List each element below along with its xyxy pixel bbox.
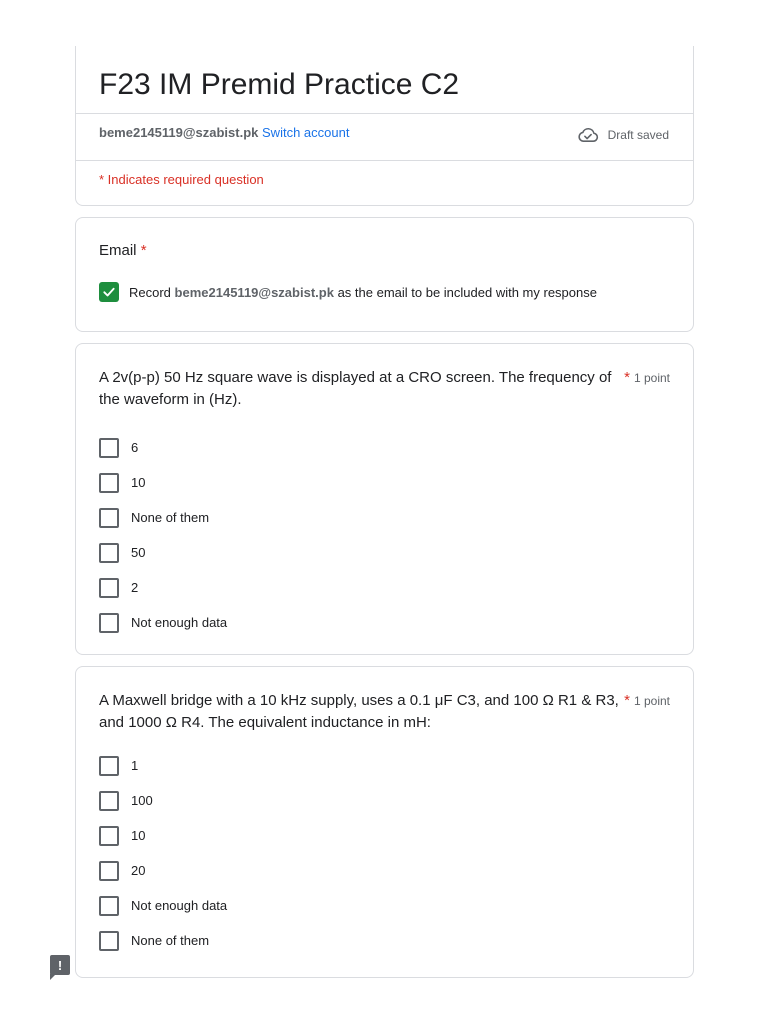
header-divider [76, 113, 693, 114]
email-label-text: Email [99, 242, 137, 259]
checkbox[interactable] [99, 543, 119, 563]
question-card [75, 666, 694, 978]
question-text: A 2v(p-p) 50 Hz square wave is displayed at a CRO screen. The frequency of the waveform in (Hz). [99, 369, 612, 408]
cloud-done-icon [577, 127, 599, 143]
checkbox[interactable] [99, 861, 119, 881]
account-row [99, 124, 349, 142]
option-label: 2 [131, 580, 139, 595]
required-marker: * [624, 692, 630, 709]
checkbox-option[interactable] [99, 783, 227, 818]
checkbox[interactable] [99, 896, 119, 916]
options-list [99, 748, 227, 958]
checkbox-option[interactable] [99, 535, 227, 570]
header-divider [76, 160, 693, 161]
checkbox[interactable] [99, 756, 119, 776]
checkbox-option[interactable] [99, 570, 227, 605]
required-note: * Indicates required question [99, 172, 264, 187]
checkbox-option[interactable] [99, 853, 227, 888]
checkbox[interactable] [99, 613, 119, 633]
email-card [75, 217, 694, 332]
report-glyph: ! [57, 957, 63, 973]
option-label: None of them [131, 510, 210, 525]
checkbox-option[interactable] [99, 923, 227, 958]
options-list [99, 430, 227, 640]
checkbox-option[interactable] [99, 888, 227, 923]
checkbox[interactable] [99, 508, 119, 528]
question-points: 1 point [633, 371, 670, 385]
check-icon [102, 285, 116, 299]
option-label: 20 [131, 863, 146, 878]
option-label: 100 [131, 793, 153, 808]
option-label: Not enough data [131, 615, 228, 630]
account-email: beme2145119@szabist.pk [99, 125, 259, 140]
question-text: A Maxwell bridge with a 10 kHz supply, uses a 0.1 μF C3, and 100 Ω R1 & R3, and 1000 Ω R4. The equivalent inductance in mH: [99, 692, 619, 731]
record-prefix: Record [129, 284, 171, 300]
option-label: 50 [131, 545, 146, 560]
checkbox-option[interactable] [99, 500, 227, 535]
record-email-option[interactable] [99, 282, 597, 302]
form-title: F23 IM Premid Practice C2 [99, 68, 460, 101]
checkbox[interactable] [99, 826, 119, 846]
checkbox-option[interactable] [99, 818, 227, 853]
record-email: beme2145119@szabist.pk [174, 284, 334, 300]
question-card [75, 343, 694, 655]
checkbox-option[interactable] [99, 605, 227, 640]
report-problem-icon[interactable] [50, 955, 70, 975]
option-label: 10 [131, 828, 146, 843]
checkbox[interactable] [99, 931, 119, 951]
checkbox-option[interactable] [99, 465, 227, 500]
draft-status [577, 127, 669, 143]
checkbox[interactable] [99, 578, 119, 598]
form-header-card [75, 46, 694, 206]
email-label [99, 241, 147, 261]
record-email-checkbox[interactable] [99, 282, 119, 302]
checkbox[interactable] [99, 791, 119, 811]
checkbox[interactable] [99, 473, 119, 493]
record-suffix: as the email to be included with my response [337, 284, 597, 300]
checkbox[interactable] [99, 438, 119, 458]
question-points: 1 point [633, 694, 670, 708]
required-marker: * [624, 369, 630, 386]
checkbox-option[interactable] [99, 430, 227, 465]
option-label: 10 [131, 475, 146, 490]
draft-status-label: Draft saved [607, 128, 669, 142]
checkbox-option[interactable] [99, 748, 227, 783]
question-meta [624, 690, 670, 712]
option-label: 6 [131, 440, 139, 455]
option-label: Not enough data [131, 898, 228, 913]
required-marker: * [140, 242, 147, 259]
option-label: None of them [131, 933, 210, 948]
option-label: 1 [131, 758, 139, 773]
switch-account-link[interactable]: Switch account [262, 125, 350, 140]
question-meta [624, 367, 670, 389]
